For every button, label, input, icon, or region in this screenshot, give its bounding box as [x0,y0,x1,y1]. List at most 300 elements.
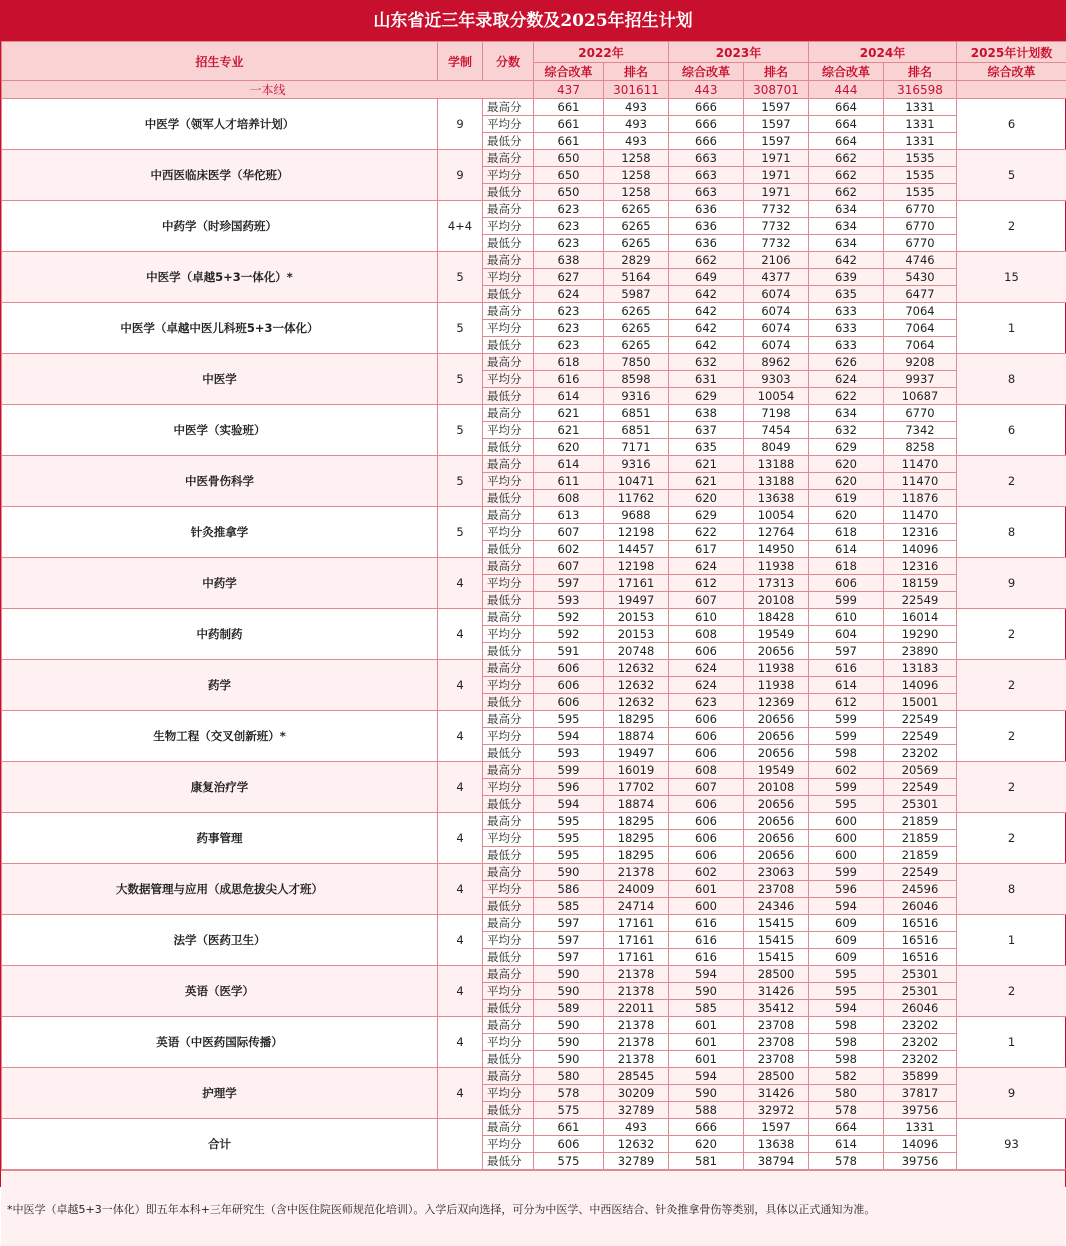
rank-cell: 28545 [604,1068,669,1085]
rank-cell: 7850 [604,354,669,371]
score-cell: 664 [809,133,884,150]
rank-cell: 14950 [744,541,809,558]
rank-cell: 20108 [744,779,809,796]
major-duration: 4 [438,1068,483,1119]
score-cell: 632 [669,354,744,371]
score-cell: 599 [809,592,884,609]
major-duration: 4 [438,1017,483,1068]
score-cell: 638 [669,405,744,422]
major-name: 针灸推拿学 [2,507,438,558]
score-type: 平均分 [483,779,534,796]
score-cell: 598 [809,1017,884,1034]
score-cell: 607 [534,558,604,575]
table-row [2,1119,1066,1136]
score-cell: 614 [534,388,604,405]
score-type: 最高分 [483,354,534,371]
rank-cell: 24346 [744,898,809,915]
score-cell: 623 [669,694,744,711]
rank-cell: 20108 [744,592,809,609]
score-cell: 614 [809,541,884,558]
major-name: 药事管理 [2,813,438,864]
score-cell: 642 [809,252,884,269]
score-cell: 582 [809,1068,884,1085]
benchmark-value: 316598 [884,81,957,99]
score-cell: 623 [534,235,604,252]
rank-cell: 2106 [744,252,809,269]
score-cell: 609 [809,932,884,949]
score-cell: 612 [669,575,744,592]
score-cell: 606 [669,830,744,847]
rank-cell: 32789 [604,1153,669,1170]
score-cell: 633 [809,320,884,337]
admission-score-table [1,41,1066,1170]
header-rank-2024: 排名 [884,63,957,81]
rank-cell: 10054 [744,507,809,524]
score-type: 最高分 [483,660,534,677]
score-type: 平均分 [483,269,534,286]
score-type: 最高分 [483,711,534,728]
score-cell: 662 [669,252,744,269]
rank-cell: 1331 [884,99,957,116]
score-cell: 601 [669,881,744,898]
rank-cell: 14096 [884,541,957,558]
rank-cell: 493 [604,116,669,133]
rank-cell: 7454 [744,422,809,439]
score-cell: 666 [669,99,744,116]
major-duration: 5 [438,252,483,303]
rank-cell: 25301 [884,796,957,813]
score-cell: 663 [669,184,744,201]
score-type: 最低分 [483,439,534,456]
score-type: 最低分 [483,184,534,201]
rank-cell: 15001 [884,694,957,711]
score-cell: 600 [809,813,884,830]
rank-cell: 18874 [604,728,669,745]
score-type: 平均分 [483,116,534,133]
rank-cell: 19497 [604,592,669,609]
table-row [2,405,1066,422]
rank-cell: 1331 [884,133,957,150]
rank-cell: 19549 [744,626,809,643]
rank-cell: 1258 [604,150,669,167]
score-cell: 642 [669,320,744,337]
score-cell: 599 [809,864,884,881]
rank-cell: 22549 [884,728,957,745]
plan-count: 2 [957,609,1066,660]
major-name: 中医学（领军人才培养计划） [2,99,438,150]
rank-cell: 6265 [604,337,669,354]
benchmark-label: 一本线 [2,81,534,99]
score-cell: 635 [809,286,884,303]
rank-cell: 21378 [604,983,669,1000]
score-cell: 636 [669,201,744,218]
major-duration: 4 [438,711,483,762]
rank-cell: 8962 [744,354,809,371]
score-cell: 664 [809,116,884,133]
rank-cell: 23202 [884,1034,957,1051]
score-cell: 611 [534,473,604,490]
score-type: 最低分 [483,1051,534,1068]
score-type: 最高分 [483,1068,534,1085]
rank-cell: 1258 [604,167,669,184]
header-row-years [2,42,1066,63]
score-cell: 616 [809,660,884,677]
score-cell: 642 [669,286,744,303]
score-cell: 635 [669,439,744,456]
rank-cell: 1535 [884,167,957,184]
rank-cell: 6265 [604,320,669,337]
score-cell: 616 [669,932,744,949]
table-row [2,99,1066,116]
rank-cell: 1971 [744,150,809,167]
rank-cell: 10687 [884,388,957,405]
score-cell: 595 [534,847,604,864]
major-name: 中药制药 [2,609,438,660]
rank-cell: 20656 [744,796,809,813]
score-cell: 580 [534,1068,604,1085]
table-row [2,558,1066,575]
rank-cell: 23708 [744,1017,809,1034]
rank-cell: 12316 [884,558,957,575]
rank-cell: 20748 [604,643,669,660]
score-cell: 602 [534,541,604,558]
score-type: 最低分 [483,1153,534,1170]
score-cell: 593 [534,745,604,762]
score-cell: 590 [534,983,604,1000]
rank-cell: 6265 [604,201,669,218]
score-cell: 590 [669,1085,744,1102]
rank-cell: 6770 [884,235,957,252]
footnote: *中医学（卓越5+3一体化）即五年本科+三年研究生（含中医住院医师规范化培训）。入学后双向选择，可分为中医学、中西医结合、针灸推拿骨伤等类别，具体以正式通知为准。 [1,1170,1065,1246]
rank-cell: 6074 [744,286,809,303]
plan-count: 2 [957,762,1066,813]
score-type: 平均分 [483,524,534,541]
major-duration: 9 [438,99,483,150]
score-cell: 612 [809,694,884,711]
score-type: 最高分 [483,456,534,473]
rank-cell: 19549 [744,762,809,779]
rank-cell: 20569 [884,762,957,779]
rank-cell: 12632 [604,677,669,694]
score-cell: 578 [809,1153,884,1170]
score-cell: 619 [809,490,884,507]
score-cell: 595 [809,983,884,1000]
rank-cell: 493 [604,1119,669,1136]
rank-cell: 35412 [744,1000,809,1017]
rank-cell: 26046 [884,898,957,915]
score-type: 最高分 [483,1119,534,1136]
score-cell: 596 [809,881,884,898]
rank-cell: 25301 [884,983,957,1000]
score-cell: 608 [669,762,744,779]
score-type: 最低分 [483,694,534,711]
score-cell: 592 [534,626,604,643]
score-cell: 618 [809,558,884,575]
score-type: 平均分 [483,881,534,898]
major-name: 康复治疗学 [2,762,438,813]
rank-cell: 9316 [604,456,669,473]
score-cell: 595 [809,966,884,983]
score-cell: 609 [809,915,884,932]
score-type: 最低分 [483,643,534,660]
score-cell: 591 [534,643,604,660]
score-cell: 598 [809,745,884,762]
rank-cell: 20153 [604,626,669,643]
table-row [2,1017,1066,1034]
score-cell: 620 [809,507,884,524]
score-cell: 650 [534,150,604,167]
table-row [2,150,1066,167]
score-cell: 631 [669,371,744,388]
score-type: 平均分 [483,575,534,592]
score-cell: 624 [669,660,744,677]
rank-cell: 17161 [604,915,669,932]
rank-cell: 32789 [604,1102,669,1119]
rank-cell: 16516 [884,949,957,966]
benchmark-value: 308701 [744,81,809,99]
score-cell: 661 [534,99,604,116]
score-cell: 666 [669,1119,744,1136]
major-name: 中医骨伤科学 [2,456,438,507]
score-cell: 593 [534,592,604,609]
score-cell: 597 [809,643,884,660]
rank-cell: 9937 [884,371,957,388]
rank-cell: 20153 [604,609,669,626]
score-cell: 622 [669,524,744,541]
header-zonghe-2023: 综合改革 [669,63,744,81]
score-type: 最低分 [483,388,534,405]
score-type: 最高分 [483,558,534,575]
score-type: 平均分 [483,422,534,439]
header-zonghe-plan: 综合改革 [957,63,1066,81]
rank-cell: 12316 [884,524,957,541]
plan-count: 2 [957,966,1066,1017]
header-2024: 2024年 [809,42,957,63]
score-cell: 589 [534,1000,604,1017]
major-name: 药学 [2,660,438,711]
score-cell: 662 [809,167,884,184]
rank-cell: 17161 [604,932,669,949]
score-type: 最低分 [483,541,534,558]
score-cell: 578 [534,1085,604,1102]
rank-cell: 20656 [744,728,809,745]
score-cell: 614 [534,456,604,473]
major-name: 英语（医学） [2,966,438,1017]
plan-count: 9 [957,558,1066,609]
score-cell: 590 [534,864,604,881]
rank-cell: 6851 [604,405,669,422]
table-row [2,1068,1066,1085]
plan-count: 9 [957,1068,1066,1119]
score-cell: 606 [669,711,744,728]
benchmark-empty [957,81,1066,99]
score-cell: 608 [669,626,744,643]
rank-cell: 18159 [884,575,957,592]
rank-cell: 7342 [884,422,957,439]
plan-count: 1 [957,915,1066,966]
rank-cell: 1331 [884,1119,957,1136]
rank-cell: 20656 [744,643,809,660]
rank-cell: 20656 [744,813,809,830]
rank-cell: 15415 [744,949,809,966]
rank-cell: 18295 [604,813,669,830]
score-type: 最高分 [483,252,534,269]
score-cell: 634 [809,201,884,218]
score-cell: 610 [809,609,884,626]
score-type: 最高分 [483,915,534,932]
major-duration: 5 [438,507,483,558]
score-cell: 616 [669,949,744,966]
score-type: 最低分 [483,898,534,915]
rank-cell: 23708 [744,1034,809,1051]
score-cell: 606 [669,745,744,762]
rank-cell: 1597 [744,1119,809,1136]
score-cell: 590 [669,983,744,1000]
header-2022: 2022年 [534,42,669,63]
score-cell: 661 [534,1119,604,1136]
score-cell: 649 [669,269,744,286]
plan-count: 6 [957,99,1066,150]
score-type: 最高分 [483,966,534,983]
rank-cell: 11938 [744,660,809,677]
score-type: 最高分 [483,1017,534,1034]
major-duration: 4 [438,966,483,1017]
score-cell: 632 [809,422,884,439]
score-type: 平均分 [483,983,534,1000]
rank-cell: 5987 [604,286,669,303]
benchmark-value: 437 [534,81,604,99]
table-row [2,252,1066,269]
rank-cell: 6265 [604,303,669,320]
rank-cell: 37817 [884,1085,957,1102]
rank-cell: 6770 [884,218,957,235]
score-cell: 602 [669,864,744,881]
rank-cell: 23063 [744,864,809,881]
score-cell: 600 [809,847,884,864]
table-row [2,456,1066,473]
rank-cell: 9316 [604,388,669,405]
rank-cell: 1535 [884,184,957,201]
rank-cell: 1535 [884,150,957,167]
score-cell: 590 [534,966,604,983]
rank-cell: 22549 [884,779,957,796]
major-duration: 5 [438,354,483,405]
score-cell: 618 [534,354,604,371]
score-cell: 594 [809,898,884,915]
rank-cell: 16516 [884,932,957,949]
benchmark-value: 301611 [604,81,669,99]
score-type: 最低分 [483,286,534,303]
score-cell: 585 [669,1000,744,1017]
score-cell: 606 [669,847,744,864]
score-type: 最低分 [483,796,534,813]
header-major: 招生专业 [2,42,438,81]
major-name: 法学（医药卫生） [2,915,438,966]
score-type: 平均分 [483,728,534,745]
rank-cell: 7732 [744,218,809,235]
rank-cell: 13638 [744,490,809,507]
major-name: 中医学（实验班） [2,405,438,456]
rank-cell: 6770 [884,405,957,422]
rank-cell: 6770 [884,201,957,218]
plan-count: 2 [957,711,1066,762]
score-cell: 650 [534,184,604,201]
table-row [2,609,1066,626]
rank-cell: 9303 [744,371,809,388]
table-row [2,864,1066,881]
rank-cell: 22549 [884,592,957,609]
rank-cell: 16014 [884,609,957,626]
score-cell: 601 [669,1034,744,1051]
score-cell: 636 [669,218,744,235]
rank-cell: 8258 [884,439,957,456]
rank-cell: 12632 [604,1136,669,1153]
score-cell: 620 [669,1136,744,1153]
score-cell: 663 [669,150,744,167]
rank-cell: 12632 [604,694,669,711]
score-cell: 601 [669,1017,744,1034]
rank-cell: 11876 [884,490,957,507]
score-cell: 624 [534,286,604,303]
rank-cell: 11470 [884,456,957,473]
score-cell: 666 [669,116,744,133]
score-type: 最低分 [483,949,534,966]
score-cell: 578 [809,1102,884,1119]
plan-count: 2 [957,201,1066,252]
score-type: 平均分 [483,218,534,235]
table-row [2,507,1066,524]
score-type: 最低分 [483,592,534,609]
rank-cell: 38794 [744,1153,809,1170]
score-cell: 622 [809,388,884,405]
rank-cell: 7064 [884,337,957,354]
rank-cell: 25301 [884,966,957,983]
rank-cell: 12369 [744,694,809,711]
rank-cell: 1971 [744,167,809,184]
score-type: 最高分 [483,864,534,881]
score-cell: 595 [809,796,884,813]
score-cell: 590 [534,1051,604,1068]
score-cell: 661 [534,116,604,133]
rank-cell: 21859 [884,830,957,847]
rank-cell: 18428 [744,609,809,626]
rank-cell: 1597 [744,133,809,150]
score-cell: 594 [534,728,604,745]
score-cell: 629 [669,388,744,405]
rank-cell: 21859 [884,847,957,864]
score-cell: 599 [809,728,884,745]
score-cell: 639 [809,269,884,286]
score-cell: 608 [534,490,604,507]
major-name: 护理学 [2,1068,438,1119]
score-cell: 597 [534,915,604,932]
rank-cell: 24714 [604,898,669,915]
major-duration: 5 [438,456,483,507]
rank-cell: 23708 [744,1051,809,1068]
benchmark-row [2,81,1066,99]
score-cell: 599 [809,779,884,796]
score-cell: 601 [669,1051,744,1068]
rank-cell: 7198 [744,405,809,422]
score-cell: 623 [534,337,604,354]
plan-count: 2 [957,813,1066,864]
score-type: 平均分 [483,1085,534,1102]
table-row [2,915,1066,932]
rank-cell: 10471 [604,473,669,490]
score-cell: 597 [534,575,604,592]
rank-cell: 1971 [744,184,809,201]
plan-count: 2 [957,660,1066,711]
